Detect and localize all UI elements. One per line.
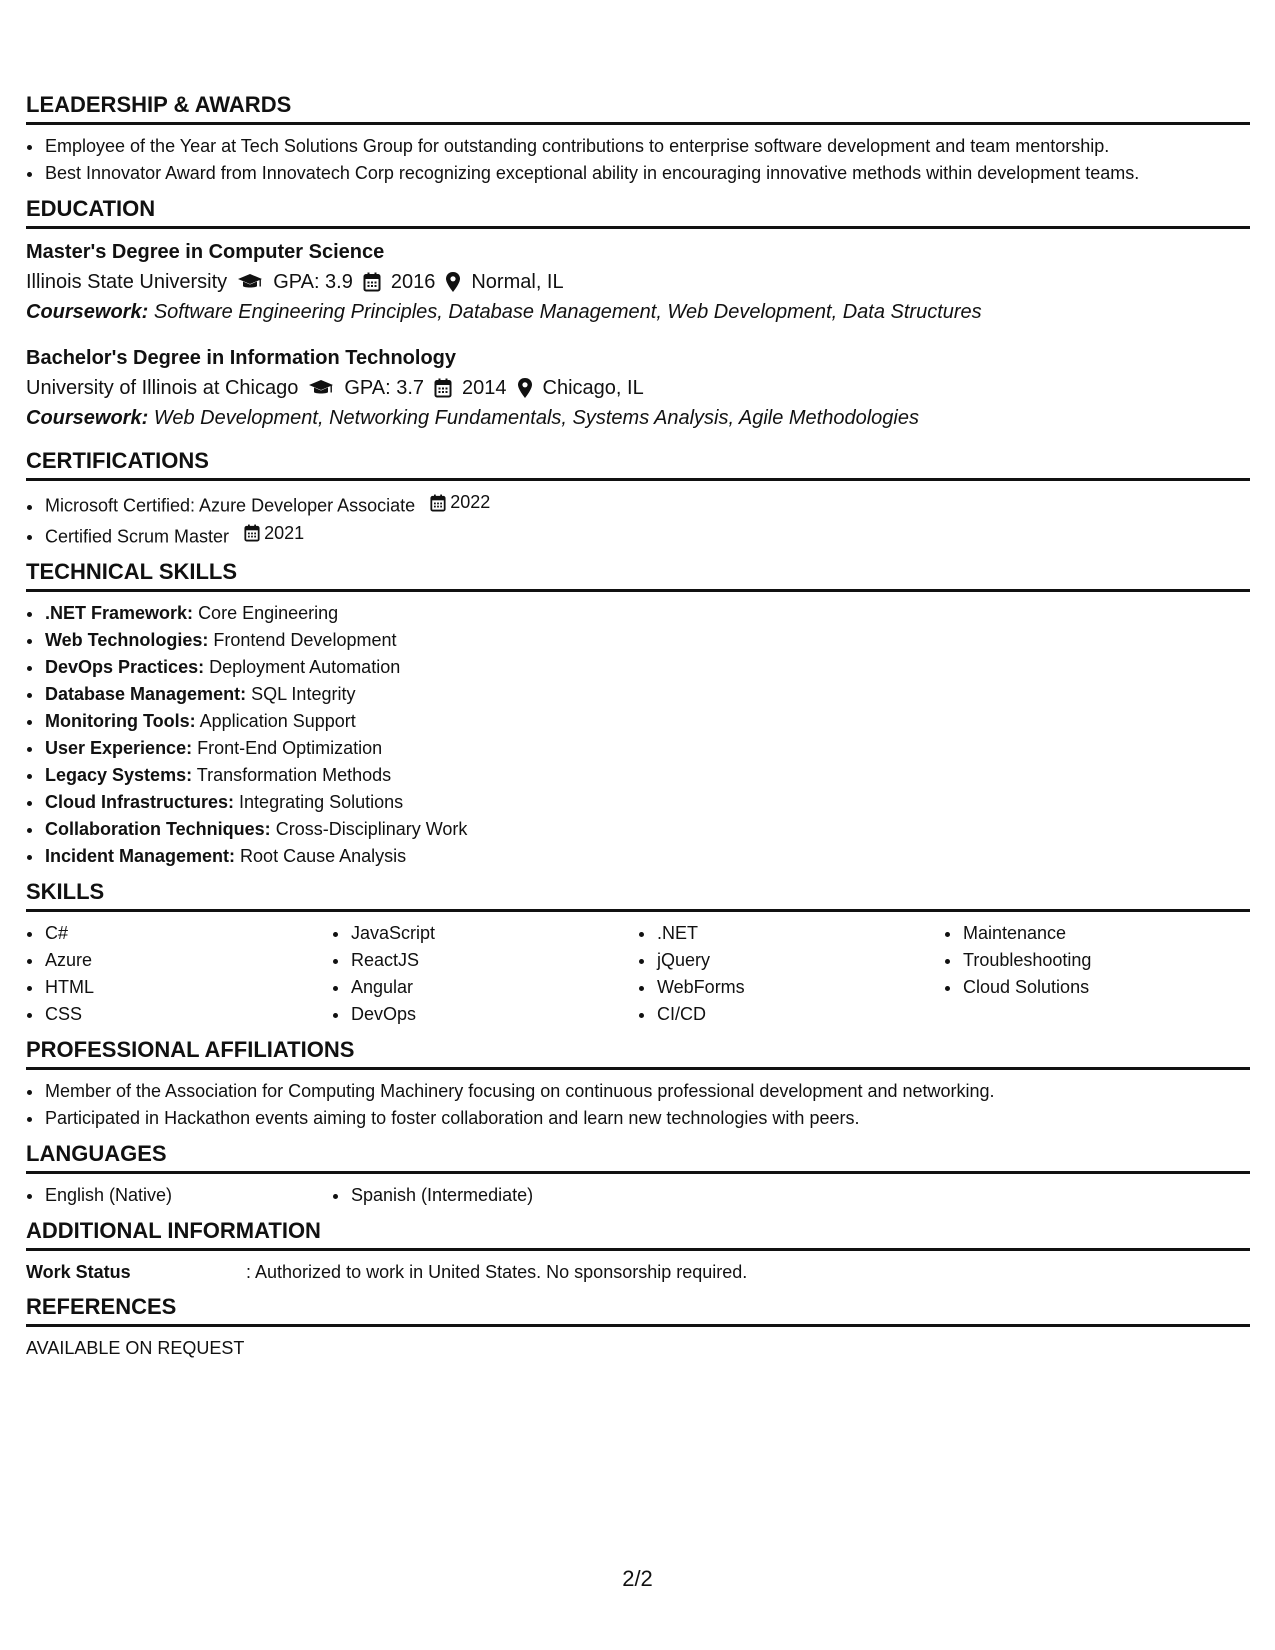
graduation-cap-icon xyxy=(237,273,263,291)
location: Chicago, IL xyxy=(542,377,644,399)
additional-info-title: ADDITIONAL INFORMATION xyxy=(26,1219,1250,1251)
list-item: • JavaScript xyxy=(350,920,638,947)
skill-label: Legacy Systems: xyxy=(45,765,193,785)
additional-info-section xyxy=(26,1219,1250,1285)
affiliations-list xyxy=(26,1078,1250,1132)
education-item xyxy=(26,343,1250,433)
list-item: • HTML xyxy=(44,974,332,1001)
languages-title: LANGUAGES xyxy=(26,1142,1250,1174)
list-item: • Azure xyxy=(44,947,332,974)
skill-label: DevOps Practices: xyxy=(45,657,205,677)
skill-label: Incident Management: xyxy=(45,846,236,866)
languages-column xyxy=(332,1182,638,1209)
list-item: • C# xyxy=(44,920,332,947)
skills-title: SKILLS xyxy=(26,880,1250,912)
list-item xyxy=(44,627,1250,654)
education-section xyxy=(26,197,1250,433)
certification-name: Certified Scrum Master xyxy=(45,526,230,546)
coursework-label: Coursework: xyxy=(26,301,149,323)
list-item: • Member of the Association for Computing Machinery focusing on continuous professional development and networking. xyxy=(44,1078,1250,1105)
certifications-title: CERTIFICATIONS xyxy=(26,449,1250,481)
coursework-text: Software Engineering Principles, Database Management, Web Development, Data Structures xyxy=(153,301,982,323)
education-meta xyxy=(26,267,1250,297)
skill-label: Database Management: xyxy=(45,684,247,704)
resume-page xyxy=(26,93,1250,1371)
skill-label: Monitoring Tools: xyxy=(45,711,196,731)
skill-value: Frontend Development xyxy=(213,630,397,650)
coursework-text: Web Development, Networking Fundamentals, Systems Analysis, Agile Methodologies xyxy=(153,407,919,429)
skill-label: Cloud Infrastructures: xyxy=(45,792,235,812)
degree-title: Bachelor's Degree in Information Technology xyxy=(26,347,457,369)
list-item: • Cloud Solutions xyxy=(962,974,1250,1001)
location: Normal, IL xyxy=(471,271,564,293)
list-item: • WebForms xyxy=(656,974,944,1001)
coursework-label: Coursework: xyxy=(26,407,149,429)
list-item xyxy=(44,654,1250,681)
skill-value: Cross-Disciplinary Work xyxy=(275,819,468,839)
skills-column xyxy=(26,920,332,1028)
list-item xyxy=(44,816,1250,843)
list-item xyxy=(44,762,1250,789)
skill-value: Front-End Optimization xyxy=(197,738,383,758)
graduation-year: 2016 xyxy=(390,271,436,293)
degree-title: Master's Degree in Computer Science xyxy=(26,241,385,263)
affiliations-title: PROFESSIONAL AFFILIATIONS xyxy=(26,1038,1250,1070)
school-name: University of Illinois at Chicago xyxy=(26,377,299,399)
education-title: EDUCATION xyxy=(26,197,1250,229)
skill-value: Integrating Solutions xyxy=(239,792,404,812)
certifications-list xyxy=(26,489,1250,550)
skills-section xyxy=(26,880,1250,1028)
coursework xyxy=(26,297,1250,327)
list-item xyxy=(44,708,1250,735)
calendar-icon xyxy=(430,494,446,512)
page-number: 2/2 xyxy=(622,1566,653,1591)
list-item: • Angular xyxy=(350,974,638,1001)
list-item: • Troubleshooting xyxy=(962,947,1250,974)
leadership-title: LEADERSHIP & AWARDS xyxy=(26,93,1250,125)
list-item: • .NET xyxy=(656,920,944,947)
list-item: • CI/CD xyxy=(656,1001,944,1028)
gpa: GPA: 3.7 xyxy=(344,377,425,399)
list-item: • Best Innovator Award from Innovatech Corp recognizing exceptional ability in encouraging innovative methods within development teams. xyxy=(44,160,1250,187)
technical-skills-section xyxy=(26,560,1250,870)
list-item: • Employee of the Year at Tech Solutions Group for outstanding contributions to enterprise software development and team mentorship. xyxy=(44,133,1250,160)
skills-column xyxy=(944,920,1250,1028)
calendar-icon xyxy=(363,272,381,292)
list-item xyxy=(44,681,1250,708)
certification-year: 2022 xyxy=(450,492,491,512)
languages-column xyxy=(26,1182,332,1209)
list-item: • English (Native) xyxy=(44,1182,332,1209)
list-item: • CSS xyxy=(44,1001,332,1028)
graduation-cap-icon xyxy=(308,379,334,397)
list-item: • Maintenance xyxy=(962,920,1250,947)
list-item: • ReactJS xyxy=(350,947,638,974)
list-item: • Spanish (Intermediate) xyxy=(350,1182,638,1209)
certification-name: Microsoft Certified: Azure Developer Associate xyxy=(45,495,416,516)
gpa: GPA: 3.9 xyxy=(273,271,353,293)
calendar-icon xyxy=(434,378,452,398)
references-section xyxy=(26,1295,1250,1361)
list-item xyxy=(44,520,1250,551)
skill-label: User Experience: xyxy=(45,738,193,758)
work-status-value: : Authorized to work in United States. No sponsorship required. xyxy=(246,1262,748,1282)
skill-value: Application Support xyxy=(199,711,356,731)
skill-value: Transformation Methods xyxy=(196,765,392,785)
references-text: AVAILABLE ON REQUEST xyxy=(26,1338,245,1358)
map-marker-icon xyxy=(445,271,461,293)
skill-value: Root Cause Analysis xyxy=(240,846,407,866)
skills-column xyxy=(332,920,638,1028)
leadership-section xyxy=(26,93,1250,187)
education-meta xyxy=(26,373,1250,403)
list-item xyxy=(44,735,1250,762)
skill-label: Collaboration Techniques: xyxy=(45,819,271,839)
school-name: Illinois State University xyxy=(26,271,228,293)
skill-label: Web Technologies: xyxy=(45,630,209,650)
certifications-section xyxy=(26,449,1250,550)
languages-section xyxy=(26,1142,1250,1209)
list-item: • DevOps xyxy=(350,1001,638,1028)
languages-grid xyxy=(26,1182,1250,1209)
skill-value: Core Engineering xyxy=(198,603,339,623)
skills-grid xyxy=(26,920,1250,1028)
work-status-label: Work Status xyxy=(26,1262,131,1282)
skill-value: SQL Integrity xyxy=(251,684,356,704)
list-item xyxy=(44,600,1250,627)
technical-skills-list xyxy=(26,600,1250,870)
work-status-row xyxy=(26,1259,1250,1285)
certification-year: 2021 xyxy=(264,522,305,543)
leadership-list xyxy=(26,133,1250,187)
technical-skills-title: TECHNICAL SKILLS xyxy=(26,560,1250,592)
skill-value: Deployment Automation xyxy=(209,657,401,677)
calendar-icon xyxy=(244,524,260,542)
skills-column xyxy=(638,920,944,1028)
list-item: • Participated in Hackathon events aiming to foster collaboration and learn new technologies with peers. xyxy=(44,1105,1250,1132)
list-item xyxy=(44,489,1250,520)
coursework xyxy=(26,403,1250,433)
references-title: REFERENCES xyxy=(26,1295,1250,1327)
list-item xyxy=(44,843,1250,870)
list-item xyxy=(44,789,1250,816)
skill-label: .NET Framework: xyxy=(45,603,194,623)
list-item: • jQuery xyxy=(656,947,944,974)
graduation-year: 2014 xyxy=(462,377,507,399)
education-item xyxy=(26,237,1250,327)
affiliations-section xyxy=(26,1038,1250,1132)
map-marker-icon xyxy=(517,377,533,399)
